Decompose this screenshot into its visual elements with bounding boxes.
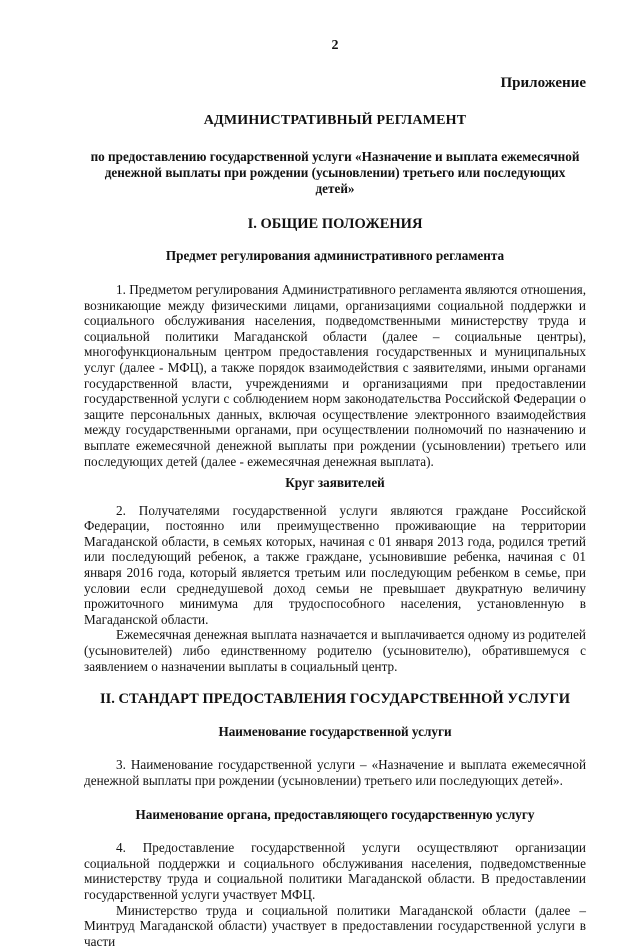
- section-1-heading: I. ОБЩИЕ ПОЛОЖЕНИЯ: [247, 215, 423, 232]
- document-subtitle: по предоставлению государственной услуги «Назначение и выплата ежемесячной денежной выплаты при рождении (усыновлении) третьего или последующих детей»: [90, 148, 580, 196]
- document-title: АДМИНИСТРАТИВНЫЙ РЕГЛАМЕНТ: [203, 113, 467, 129]
- appendix-label: Приложение: [500, 74, 586, 91]
- paragraph-2: 2. Получателями государственной услуги являются граждане Российской Федерации, постоянно или преимущественно проживающие на территории Магаданской области, в семьях которых, начиная с 01 января 2013 года, родился третий или последующий ребенок, а также граждане, усыновившие ребенка, начиная с 01 января 2016 года, который является третьим или последующим ребенком в семье, при условии если среднедушевой доход семьи не превышает двукратную величину прожиточного минимума для трудоспособного населения, установленную в Магаданской области.: [84, 502, 586, 627]
- paragraph-4-continuation: Министерство труда и социальной политики Магаданской области (далее – Минтруд Магаданской области) участвует в предоставлении государственной услуги в части: [84, 902, 586, 949]
- subject-heading: Предмет регулирования административного регламента: [165, 248, 505, 264]
- paragraph-4: 4. Предоставление государственной услуги осуществляют организации социальной поддержки и социального обслуживания населения, подведомственные министерству труда и социальной политики Магаданской области. В предоставлении государственной услуги участвует МФЦ.: [84, 840, 586, 902]
- paragraph-2-continuation: Ежемесячная денежная выплата назначается и выплачивается одному из родителей (усыновителей) либо единственному родителю (усыновителю), обратившемуся с заявлением о назначении выплаты в социальный центр.: [84, 627, 586, 674]
- paragraph-1: 1. Предметом регулирования Административного регламента являются отношения, возникающие между физическими лицами, организациями социальной поддержки и социального обслуживания населения, подведомственными министерству труда и социальной политики Магаданской области (далее – социальные центры), многофункциональным центром предоставления государственных и муниципальных услуг (далее - МФЦ), а также порядок взаимодействия с заявителями, иными органами государственной власти, учреждениями и организациями при предоставлении государственной услуги с соблюдением норм законодательства Российской Федерации о защите персональных данных, включая осуществление электронного взаимодействия между государственными органами, при осуществлении полномочий по назначению и выплате ежемесячной денежной выплаты при рождении (усыновлении) третьего или последующих детей (далее - ежемесячная денежная выплата).: [84, 281, 586, 469]
- authority-heading: Наименование органа, предоставляющего государственную услугу: [135, 806, 535, 822]
- service-name-heading: Наименование государственной услуги: [218, 723, 452, 739]
- section-2-heading: II. СТАНДАРТ ПРЕДОСТАВЛЕНИЯ ГОСУДАРСТВЕННОЙ УСЛУГИ: [99, 691, 571, 708]
- page-number: 2: [331, 38, 339, 53]
- paragraph-3: 3. Наименование государственной услуги – «Назначение и выплата ежемесячной денежной выплаты при рождении (усыновлении) третьего или последующих детей».: [84, 757, 586, 788]
- applicants-heading: Круг заявителей: [285, 475, 385, 491]
